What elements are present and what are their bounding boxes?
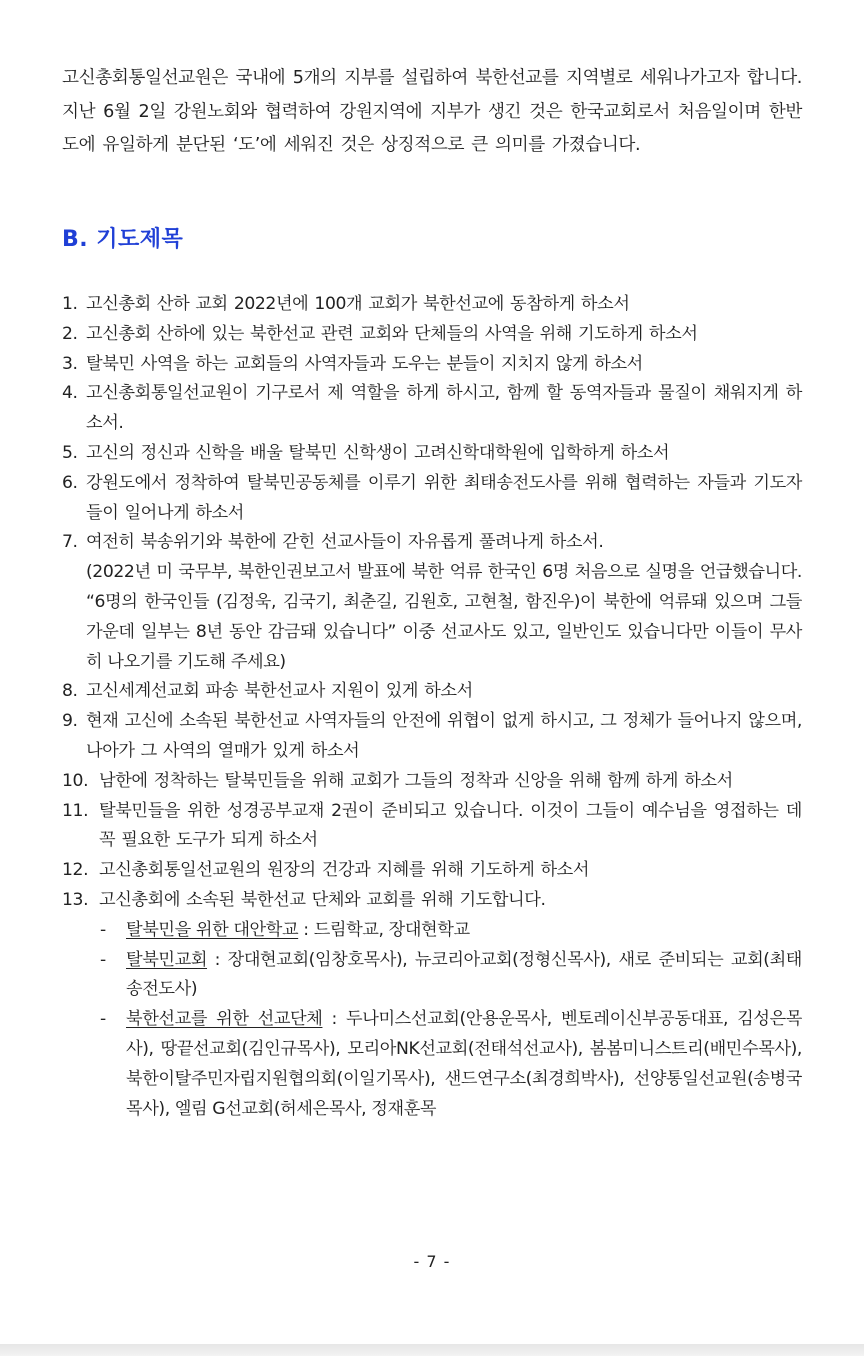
sub-item-rest: : 드림학교, 장대현학교 [298,919,470,940]
list-item [62,677,802,707]
sub-item-label: 북한선교를 위한 선교단체 [126,1009,323,1030]
item-text: 강원도에서 정착하여 탈북민공동체를 이루기 위한 최태송전도사를 위해 협력하는 자들과 기도자들이 일어나게 하소서 [86,472,802,523]
sub-item-text [126,1005,802,1124]
list-item [62,379,802,439]
list-item [62,767,802,797]
list-item [62,528,802,558]
item-text: 고신의 정신과 신학을 배울 탈북민 신학생이 고려신학대학원에 입학하게 하소서 [86,442,670,463]
item-number: 12. [62,860,89,881]
item-text: 고신총회에 소속된 북한선교 단체와 교회를 위해 기도합니다. [99,889,546,910]
sub-item-rest: : 장대현교회(임창호목사), 뉴코리아교회(정형신목사), 새로 준비되는 교회(최태송전도사) [126,949,802,1000]
item-number: 9. [62,711,78,732]
list-item [62,797,802,857]
item-text: 고신세계선교회 파송 북한선교사 지원이 있게 하소서 [86,681,473,702]
item-number: 3. [62,353,78,374]
sub-item-dash: - [100,1009,106,1030]
list-item [62,886,802,916]
item-number: 11. [62,800,89,821]
item-number: 5. [62,442,78,463]
item-text: 고신총회통일선교원이 기구로서 제 역할을 하게 하시고, 함께 할 동역자들과 물질이 채워지게 하소서. [86,383,802,434]
sub-item-dash: - [100,949,106,970]
section-heading: B. 기도제목 [62,227,184,252]
sub-item-rest: : 두나미스선교회(안용운목사, 벤토레이신부공동대표, 김성은목사), 땅끝선교회(김인규목사), 모리아NK선교회(전태석선교사), 봄봄미니스트리(배민수목사), 북한이탈주민자립지원협의회(이일기목사), 샌드연구소(최경희박사), 선양통일선교원(송병국목사), 엘림 G선교회(허세은목사, 정재훈목 [126,1009,802,1119]
sub-item-text [126,916,802,946]
item-number: 8. [62,681,78,702]
list-item [62,856,802,886]
list-item [62,290,802,320]
list-item [62,439,802,469]
sub-item-schools [62,916,802,946]
item-number: 1. [62,294,78,314]
prayer-list [62,290,802,1124]
item-number: 7. [62,532,78,553]
item-number: 10. [62,770,89,791]
sub-item-organizations [62,1005,802,1124]
item-text: 탈북민들을 위한 성경공부교재 2권이 준비되고 있습니다. 이것이 그들이 예수님을 영접하는 데 꼭 필요한 도구가 되게 하소서 [99,800,802,851]
item-number: 6. [62,472,78,493]
list-item [62,350,802,380]
item-text: 고신총회통일선교원의 원장의 건강과 지혜를 위해 기도하게 하소서 [99,860,590,881]
page-number: - 7 - [413,1252,451,1271]
item-number: 13. [62,889,89,910]
item-number: 4. [62,383,78,404]
sub-item-churches [62,946,802,1006]
list-item [62,707,802,767]
sub-item-label: 탈북민교회 [126,949,208,970]
sub-item-text [126,946,802,1006]
item-text: 남한에 정착하는 탈북민들을 위해 교회가 그들의 정착과 신앙을 위해 함께 하게 하소서 [99,770,733,791]
item-text: 고신총회 산하에 있는 북한선교 관련 교회와 단체들의 사역을 위해 기도하게 하소서 [86,323,698,344]
intro-paragraph: 고신총회통일선교원은 국내에 5개의 지부를 설립하여 북한선교를 지역별로 세워나가고자 합니다. 지난 6월 2일 강원노회와 협력하여 강원지역에 지부가 생긴 것은 한국교회로서 처음일이며 한반도에 유일하게 분단된 ‘도’에 세워진 것은 상징적으로 큰 의미를 가졌습니다. [62,68,802,155]
list-item [62,469,802,529]
page-bottom-edge [0,1344,864,1356]
item-text: 탈북민 사역을 하는 교회들의 사역자들과 도우는 분들이 지치지 않게 하소서 [86,353,643,374]
item-7-note: (2022년 미 국무부, 북한인권보고서 발표에 북한 억류 한국인 6명 처음으로 실명을 언급했습니다. “6명의 한국인들 (김정욱, 김국기, 최춘길, 김원호, 고현철, 함진우)이 북한에 억류돼 있으며 그들 가운데 일부는 8년 동안 감금돼 있습니다” 이중 선교사도 있고, 일반인도 있습니다만 이들이 무사히 나오기를 기도해 주세요) [86,562,802,672]
sub-item-label: 탈북민을 위한 대안학교 [126,919,299,940]
item-text: 현재 고신에 소속된 북한선교 사역자들의 안전에 위협이 없게 하시고, 그 정체가 들어나지 않으며, 나아가 그 사역의 열매가 있게 하소서 [86,711,802,761]
list-item [62,320,802,350]
item-text: 여전히 북송위기와 북한에 갇힌 선교사들이 자유롭게 풀려나게 하소서. [86,532,604,553]
sub-item-dash: - [100,919,106,940]
intro-section [62,62,802,163]
item-text: 고신총회 산하 교회 2022년에 100개 교회가 북한선교에 동참하게 하소서 [86,294,630,314]
item-number: 2. [62,323,78,344]
